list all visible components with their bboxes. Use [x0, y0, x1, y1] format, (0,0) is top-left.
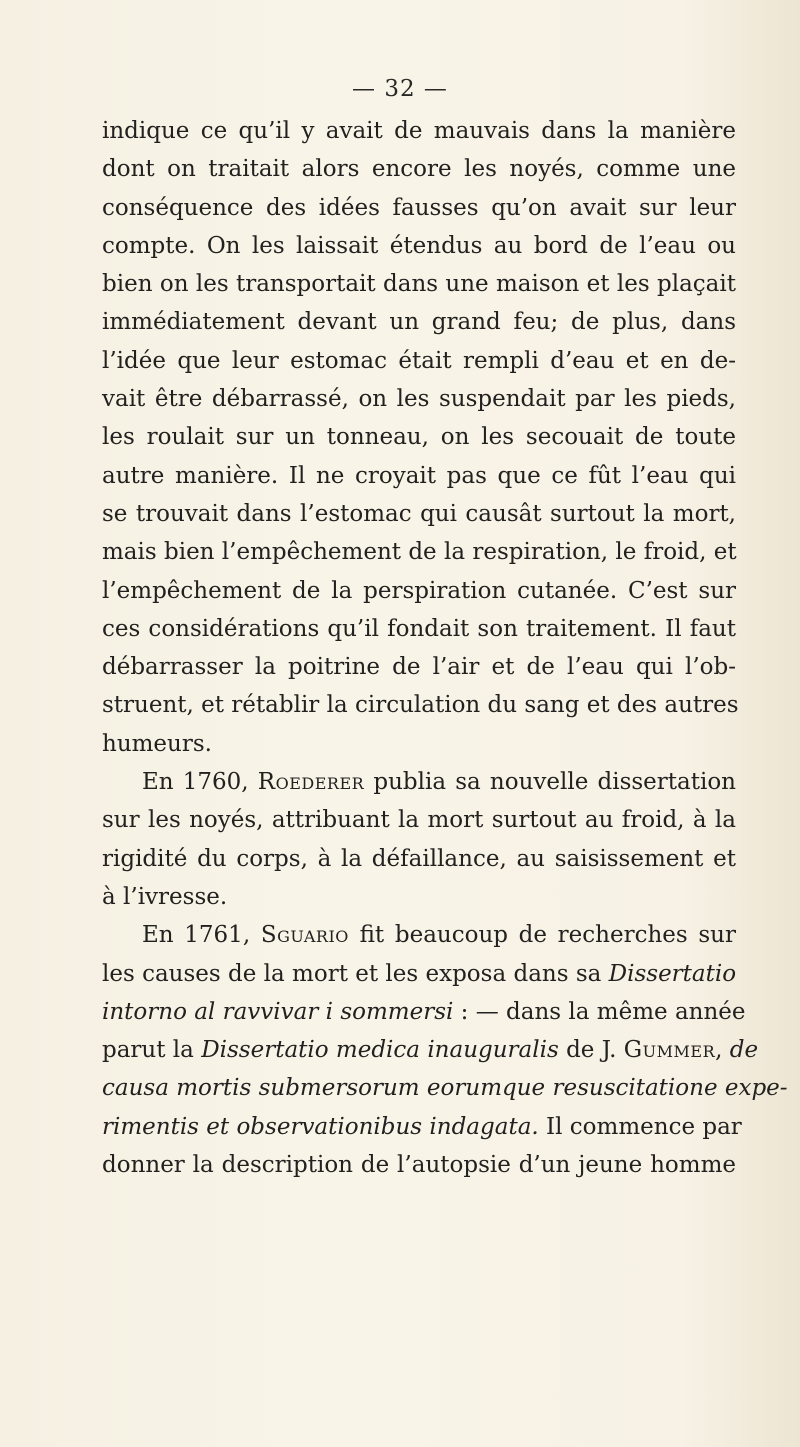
work-title: de	[729, 1037, 759, 1064]
text-line	[0, 878, 800, 916]
line-text: compte. On les laissait étendus au bord de l’eau ou	[102, 232, 736, 259]
line-text: se trouvait dans l’estomac qui causât surtout la mort,	[102, 500, 736, 527]
text-run: En 1760,	[142, 769, 258, 796]
text-line	[0, 189, 800, 227]
work-title: rimentis et observationibus indagata.	[102, 1113, 539, 1140]
line-text: humeurs.	[102, 730, 212, 757]
line-text: ces considérations qu’il fondait son traitement. Il faut	[102, 615, 736, 642]
line-text	[142, 916, 736, 954]
text-line	[0, 1108, 800, 1146]
line-text: conséquence des idées fausses qu’on avait sur leur	[102, 194, 736, 221]
line-text: indique ce qu’il y avait de mauvais dans la manière	[102, 118, 736, 144]
line-text	[102, 1031, 759, 1069]
author-name-roederer: Roederer	[257, 769, 365, 796]
page-number: — 32 —	[352, 76, 448, 102]
text-run: de J.	[558, 1037, 624, 1064]
text-line	[0, 495, 800, 533]
text-run: En 1761,	[142, 922, 261, 949]
text-line	[0, 840, 800, 878]
text-line	[0, 380, 800, 418]
line-text: l’idée que leur estomac était rempli d’eau et en de-	[102, 347, 736, 374]
text-line	[0, 801, 800, 839]
text-line	[0, 457, 800, 495]
work-title: Dissertatio medica inauguralis	[201, 1037, 559, 1064]
text-run: parut la	[102, 1037, 202, 1064]
text-line	[0, 150, 800, 188]
line-text: les roulait sur un tonneau, on les secouait de toute	[102, 424, 736, 451]
text-line	[0, 916, 800, 954]
text-run: les causes de la mort et les exposa dans sa	[102, 960, 609, 987]
line-text: sur les noyés, attribuant la mort surtout au froid, à la	[102, 807, 736, 834]
work-title: causa mortis submersorum eorumque resuscitatione expe-	[102, 1075, 788, 1102]
work-title: Dissertatio	[608, 960, 737, 987]
text-line	[0, 1069, 800, 1107]
text-line	[0, 763, 800, 801]
line-text: struent, et rétablir la circulation du sang et des autres	[102, 692, 739, 719]
text-line	[0, 648, 800, 686]
work-title: intorno al ravvivar i sommersi	[102, 998, 454, 1025]
text-line	[0, 572, 800, 610]
body-text	[0, 112, 800, 1184]
text-run: : — dans la même année	[453, 998, 746, 1025]
text-run: Il commence par	[538, 1113, 742, 1140]
text-line	[0, 955, 800, 993]
line-text	[102, 993, 746, 1031]
text-run: ,	[715, 1037, 730, 1064]
author-name-sguario: Sguario	[260, 922, 349, 949]
text-line	[0, 303, 800, 341]
text-line	[0, 533, 800, 571]
line-text	[102, 1108, 742, 1146]
line-text: à l’ivresse.	[102, 883, 228, 910]
text-line	[0, 1146, 800, 1184]
line-text: immédiatement devant un grand feu; de plus, dans	[102, 309, 736, 336]
line-text: bien on les transportait dans une maison et les plaçait	[102, 271, 736, 298]
line-text	[102, 955, 736, 993]
text-line	[0, 610, 800, 648]
text-line	[0, 686, 800, 724]
line-text: l’empêchement de la perspiration cutanée. C’est sur	[102, 577, 736, 604]
text-line	[0, 112, 800, 150]
line-text: débarrasser la poitrine de l’air et de l’eau qui l’ob-	[102, 654, 736, 681]
text-line	[0, 265, 800, 303]
author-name-gummer: Gummer	[623, 1037, 716, 1064]
line-text: dont on traitait alors encore les noyés, comme une	[102, 156, 736, 183]
line-text: donner la description de l’autopsie d’un jeune homme	[102, 1152, 736, 1179]
line-text	[142, 763, 736, 801]
text-run: publia sa nouvelle dissertation	[364, 769, 736, 796]
line-text: vait être débarrassé, on les suspendait par les pieds,	[102, 386, 736, 413]
text-line	[0, 418, 800, 456]
text-line	[0, 725, 800, 763]
line-text	[102, 1069, 788, 1107]
text-line	[0, 993, 800, 1031]
text-line	[0, 227, 800, 265]
line-text: rigidité du corps, à la défaillance, au saisissement et	[102, 845, 736, 872]
text-line	[0, 342, 800, 380]
line-text: mais bien l’empêchement de la respiration, le froid, et	[102, 539, 737, 566]
line-text: autre manière. Il ne croyait pas que ce fût l’eau qui	[102, 462, 736, 489]
text-line	[0, 1031, 800, 1069]
text-run: fit beaucoup de recherches sur	[348, 922, 736, 949]
